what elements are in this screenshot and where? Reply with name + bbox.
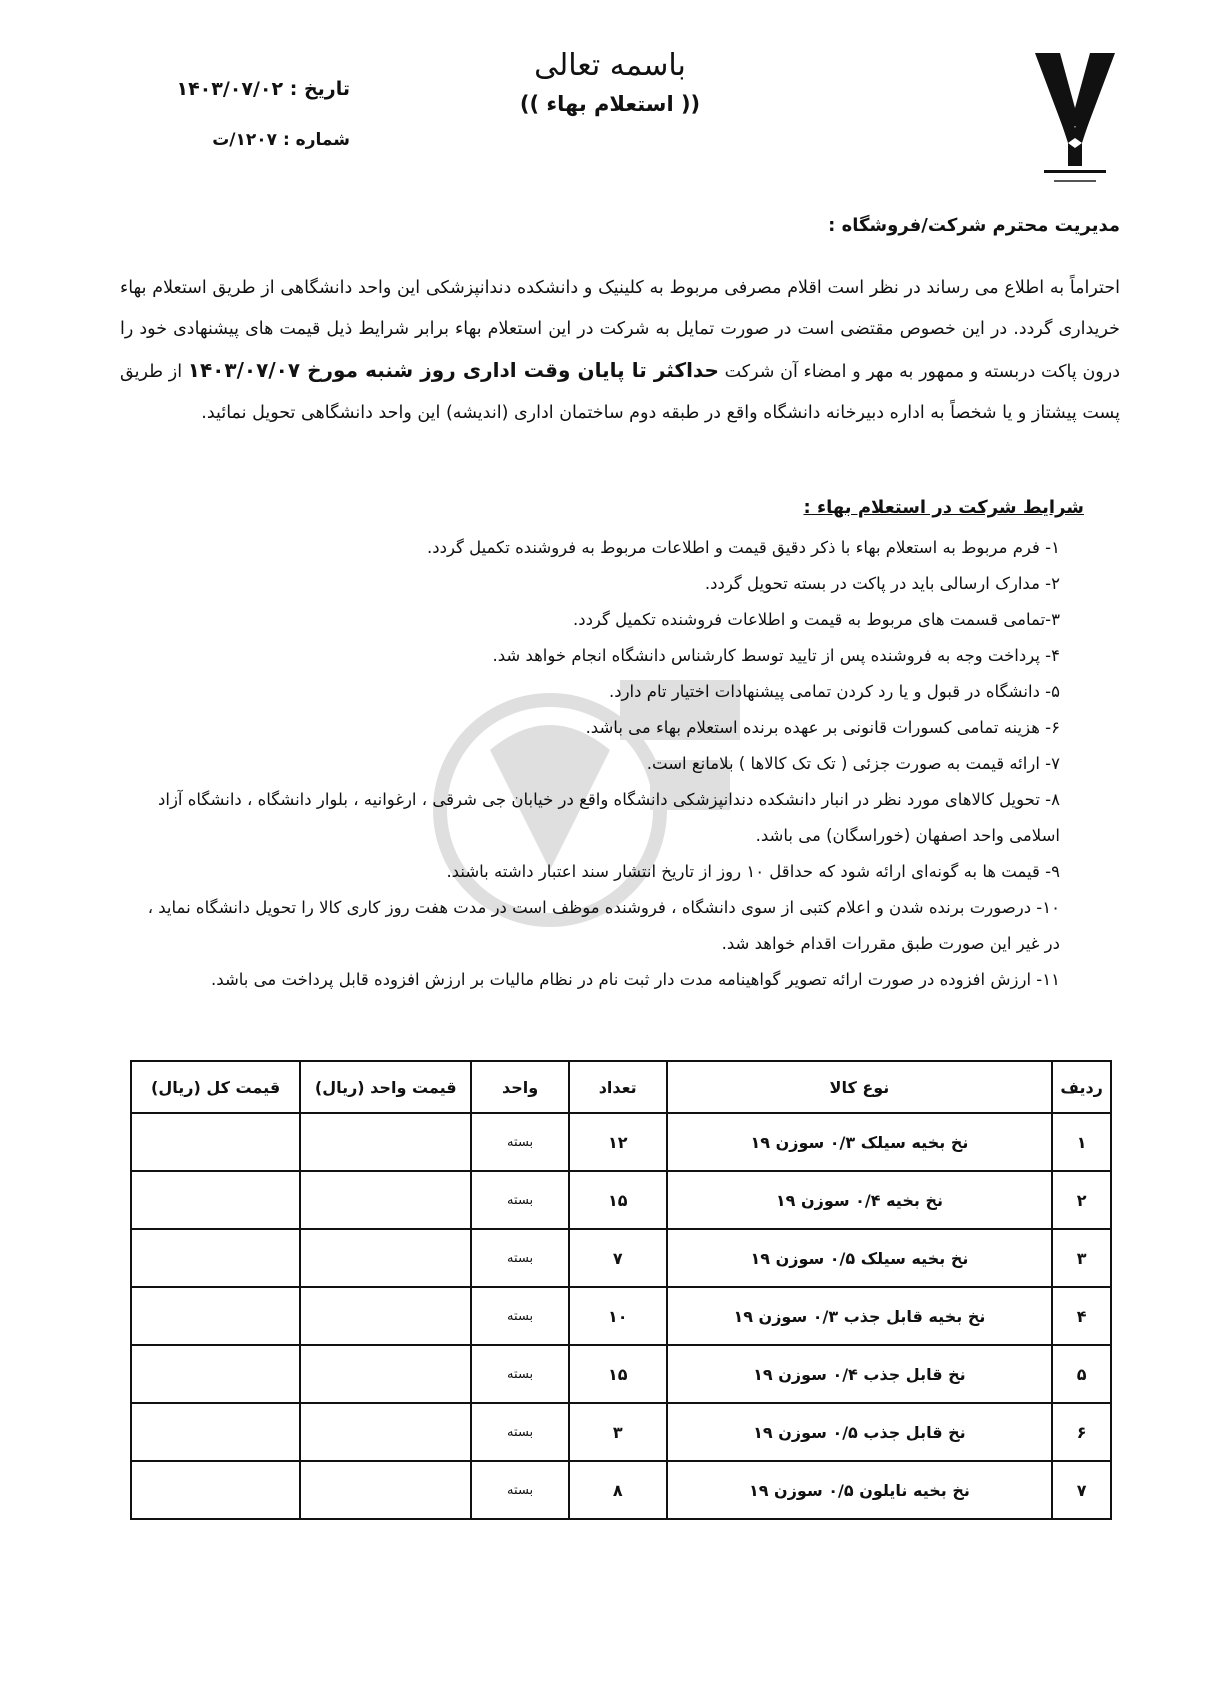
items-table [130, 1060, 1112, 1520]
table-row [131, 1461, 1111, 1519]
cell-total-price [131, 1403, 300, 1461]
cell-total-price [131, 1229, 300, 1287]
cell-quantity: ۱۲ [569, 1113, 667, 1171]
cell-quantity: ۸ [569, 1461, 667, 1519]
cell-row-number: ۵ [1052, 1345, 1111, 1403]
date-value: ۱۴۰۳/۰۷/۰۲ [176, 78, 284, 100]
header-unit: واحد [471, 1061, 569, 1113]
table-row [131, 1287, 1111, 1345]
cell-row-number: ۲ [1052, 1171, 1111, 1229]
table-row [131, 1345, 1111, 1403]
header-total-price: قیمت کل (ریال) [131, 1061, 300, 1113]
date-label: تاریخ : [289, 78, 350, 100]
table-row [131, 1229, 1111, 1287]
university-logo-icon [1030, 48, 1120, 198]
table-header-row [131, 1061, 1111, 1113]
cell-quantity: ۱۰ [569, 1287, 667, 1345]
cell-row-number: ۴ [1052, 1287, 1111, 1345]
cell-total-price [131, 1113, 300, 1171]
conditions-title: شرایط شرکت در استعلام بهاء : [803, 497, 1084, 518]
cell-total-price [131, 1287, 300, 1345]
cell-unit-price [300, 1461, 471, 1519]
cell-total-price [131, 1461, 300, 1519]
cell-quantity: ۱۵ [569, 1171, 667, 1229]
cell-unit: بسته [471, 1113, 569, 1171]
number-line [150, 130, 350, 150]
addressee-line: مدیریت محترم شرکت/فروشگاه : [828, 215, 1120, 236]
cell-unit-price [300, 1403, 471, 1461]
condition-item: ۶- هزینه تمامی کسورات قانونی بر عهده برنده استعلام بهاء می باشد. [585, 718, 1060, 737]
cell-item-name: نخ قابل جذب ۰/۵ سوزن ۱۹ [667, 1403, 1053, 1461]
conditions-list [140, 530, 1060, 998]
number-value: ۱۲۰۷/ت [212, 130, 278, 150]
cell-row-number: ۶ [1052, 1403, 1111, 1461]
cell-unit-price [300, 1229, 471, 1287]
cell-unit-price [300, 1345, 471, 1403]
intro-deadline: حداکثر تا پایان وقت اداری روز شنبه مورخ ۱۴۰۳/۰۷/۰۷ [187, 358, 719, 382]
table-row [131, 1113, 1111, 1171]
cell-item-name: نخ بخیه نایلون ۰/۵ سوزن ۱۹ [667, 1461, 1053, 1519]
cell-unit: بسته [471, 1229, 569, 1287]
document-title: (( استعلام بهاء )) [519, 92, 701, 116]
cell-total-price [131, 1345, 300, 1403]
header-unit-price: قیمت واحد (ریال) [300, 1061, 471, 1113]
header-quantity: تعداد [569, 1061, 667, 1113]
table-row [131, 1171, 1111, 1229]
cell-unit-price [300, 1171, 471, 1229]
condition-item: ۱۱- ارزش افزوده در صورت ارائه تصویر گواهینامه مدت دار ثبت نام در نظام مالیات بر ارزش افزوده قابل پرداخت می باشد. [211, 970, 1060, 989]
cell-quantity: ۱۵ [569, 1345, 667, 1403]
cell-unit: بسته [471, 1403, 569, 1461]
condition-item: ۱- فرم مربوط به استعلام بهاء با ذکر دقیق قیمت و اطلاعات مربوط به فروشنده تکمیل گردد. [427, 538, 1060, 557]
cell-quantity: ۳ [569, 1403, 667, 1461]
cell-unit: بسته [471, 1345, 569, 1403]
condition-item: ۷- ارائه قیمت به صورت جزئی ( تک تک کالاها ) بلامانع است. [646, 754, 1060, 773]
cell-item-name: نخ بخیه ۰/۴ سوزن ۱۹ [667, 1171, 1053, 1229]
cell-item-name: نخ بخیه قابل جذب ۰/۳ سوزن ۱۹ [667, 1287, 1053, 1345]
cell-unit: بسته [471, 1461, 569, 1519]
cell-row-number: ۳ [1052, 1229, 1111, 1287]
table-row [131, 1403, 1111, 1461]
cell-quantity: ۷ [569, 1229, 667, 1287]
cell-unit-price [300, 1287, 471, 1345]
cell-item-name: نخ بخیه سیلک ۰/۵ سوزن ۱۹ [667, 1229, 1053, 1287]
cell-item-name: نخ بخیه سیلک ۰/۳ سوزن ۱۹ [667, 1113, 1053, 1171]
header-item-name: نوع کالا [667, 1061, 1053, 1113]
cell-item-name: نخ قابل جذب ۰/۴ سوزن ۱۹ [667, 1345, 1053, 1403]
date-line [120, 78, 350, 100]
intro-paragraph [120, 268, 1120, 434]
intro-part-2: از طریق پست پیشتاز و یا شخصاً به اداره دبیرخانه دانشگاه واقع در طبقه دوم ساختمان اداری (اندیشه) این واحد دانشگاهی تحویل نمائید. [120, 362, 1120, 423]
condition-item: ۸- تحویل کالاهای مورد نظر در انبار دانشکده دندانپزشکی دانشگاه واقع در خیابان جی شرقی ، ارغوانیه ، بلوار دانشگاه ، دانشگاه آزاد اسلامی واحد اصفهان (خوراسگان) می باشد. [158, 790, 1060, 845]
number-label: شماره : [282, 130, 350, 150]
condition-item: ۹- قیمت ها به گونه‌ای ارائه شود که حداقل ۱۰ روز از تاریخ انتشار سند اعتبار داشته باشند. [446, 862, 1060, 881]
condition-item: ۳-تمامی قسمت های مربوط به قیمت و اطلاعات فروشنده تکمیل گردد. [572, 610, 1060, 629]
cell-unit: بسته [471, 1287, 569, 1345]
condition-item: ۴- پرداخت وجه به فروشنده پس از تایید توسط کارشناس دانشگاه انجام خواهد شد. [492, 646, 1060, 665]
intro-part-1: احتراماً به اطلاع می رساند در نظر است اقلام مصرفی مربوط به کلینیک و دانشکده دندانپزشکی این واحد دانشگاهی از طریق استعلام بهاء خریداری گردد. در این خصوص مقتضی است در صورت تمایل به شرکت در این استعلام بهاء برابر شرایط ذیل قیمت های پیشنهادی خود را درون پاکت دربسته و ممهور به مهر و امضاء آن شرکت [120, 278, 1120, 382]
header-row-number: ردیف [1052, 1061, 1111, 1113]
bismillah-heading: باسمه تعالی [534, 48, 686, 83]
cell-unit-price [300, 1113, 471, 1171]
cell-total-price [131, 1171, 300, 1229]
cell-row-number: ۷ [1052, 1461, 1111, 1519]
condition-item: ۵- دانشگاه در قبول و یا رد کردن تمامی پیشنهادات اختیار تام دارد. [609, 682, 1060, 701]
condition-item: ۱۰- درصورت برنده شدن و اعلام کتبی از سوی دانشگاه ، فروشنده موظف است در مدت هفت روز کاری کالا را تحویل دانشگاه نماید ، در غیر این صورت طبق مقررات اقدام خواهد شد. [147, 898, 1060, 953]
condition-item: ۲- مدارک ارسالی باید در پاکت در بسته تحویل گردد. [704, 574, 1060, 593]
cell-row-number: ۱ [1052, 1113, 1111, 1171]
cell-unit: بسته [471, 1171, 569, 1229]
